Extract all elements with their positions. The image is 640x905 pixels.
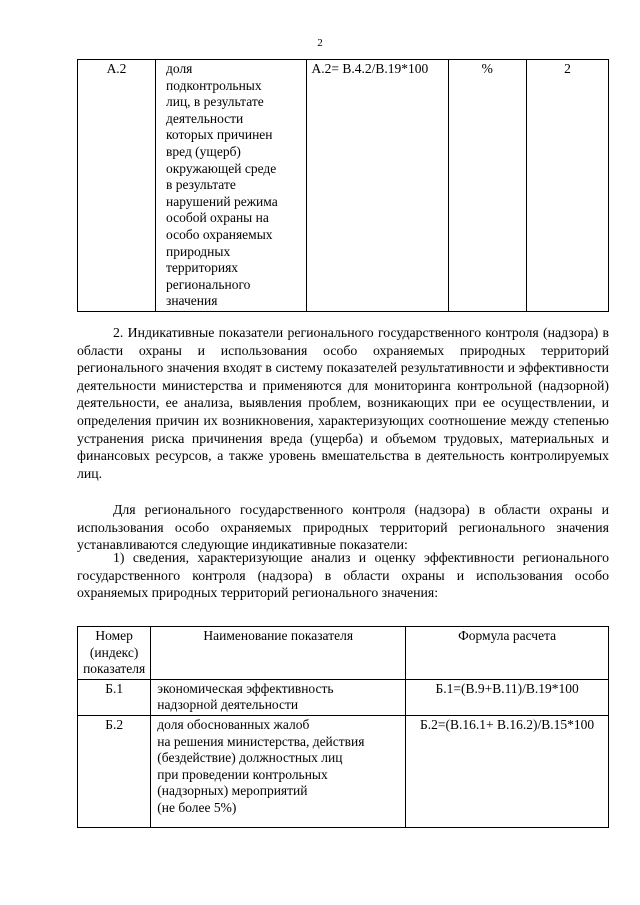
indicator-name-line: (не более 5%)	[157, 799, 237, 815]
indicator-name-line: экономическая эффективность	[157, 680, 334, 696]
paragraph	[77, 501, 609, 554]
indicator-formula: Б.1=(В.9+В.11)/В.19*100	[406, 679, 609, 715]
indicator-table-continued	[77, 59, 609, 312]
paragraph-text: 1) сведения, характеризующие анализ и оценку эффективности регионального государственного контроля (надзора) в области охраны и использования особо охраняемых природных территорий регионального значения:	[77, 550, 609, 601]
indicator-name-line: (надзорных) мероприятий	[157, 783, 308, 799]
indicator-name-line: особой охраны на	[166, 210, 269, 226]
indicator-name-line: подконтрольных	[166, 77, 262, 93]
indicator-formula: Б.2=(В.16.1+ В.16.2)/В.15*100	[406, 715, 609, 827]
indicator-name-line: окружающей среде	[166, 160, 277, 176]
table-row	[78, 60, 609, 312]
paragraph-text: 2. Индикативные показатели регионального государственного контроля (надзора) в области охраны и использования особо охраняемых природных территорий регионального значения входят в систему показателей результативности и эффективности деятельности министерства и применяются для мониторинга контрольной (надзорной) деятельности, ее анализа, выявления проблем, возникающих при ее осуществлении, и определения причин их возникновения, характеризующих соотношение между степенью устранения риска причинения вреда (ущерба) и объемом трудовых, материальных и финансовых ресурсов, а также уровень вмешательства в деятельность контролируемых лиц.	[77, 325, 609, 481]
indicator-name-line: при проведении контрольных	[157, 766, 328, 782]
paragraph	[77, 324, 609, 482]
paragraph	[77, 549, 609, 602]
header-line: Номер	[95, 628, 133, 643]
indicator-name-line: доля обоснованных жалоб	[157, 716, 310, 732]
indicator-name-line: регионального	[166, 276, 251, 292]
indicator-name-line: (бездействие) должностных лиц	[157, 750, 343, 766]
table-header-row	[78, 627, 609, 680]
indicator-name-line: нарушений режима	[166, 193, 278, 209]
column-header-name: Наименование показателя	[151, 627, 406, 680]
header-line: показателя	[83, 661, 146, 677]
indicator-name	[151, 679, 406, 715]
indicator-name-line: в результате	[166, 177, 236, 193]
indicator-name	[156, 60, 307, 312]
table-row	[78, 715, 609, 827]
indicator-name-line: на решения министерства, действия	[157, 733, 365, 749]
indicator-name-line: доля	[166, 61, 193, 76]
indicator-unit: %	[448, 60, 526, 312]
indicator-name-line: особо охраняемых	[166, 226, 273, 242]
column-header-formula: Формула расчета	[406, 627, 609, 680]
paragraph-text: Для регионального государственного контроля (надзора) в области охраны и использования особо охраняемых природных территорий регионального значения устанавливаются следующие индикативные показатели:	[77, 502, 609, 553]
indicator-formula: А.2= В.4.2/В.19*100	[307, 60, 448, 312]
indicator-table	[77, 626, 609, 828]
indicator-index: Б.2	[78, 715, 151, 827]
indicator-name	[151, 715, 406, 827]
page-number: 2	[317, 37, 323, 49]
table-row	[78, 679, 609, 715]
indicator-name-line: деятельности	[166, 110, 244, 126]
indicator-name-line: которых причинен	[166, 127, 273, 143]
indicator-name-line: вред (ущерб)	[166, 143, 241, 159]
indicator-name-line: территориях	[166, 260, 239, 276]
indicator-index: А.2	[78, 60, 156, 312]
indicator-name-line: надзорной деятельности	[157, 697, 299, 713]
indicator-name-line: значения	[166, 293, 218, 309]
indicator-name-line: лиц, в результате	[166, 94, 264, 110]
indicator-target: 2	[527, 60, 609, 312]
header-line: (индекс)	[89, 644, 139, 660]
indicator-name-line: природных	[166, 243, 231, 259]
indicator-index: Б.1	[78, 679, 151, 715]
column-header-number	[78, 627, 151, 680]
